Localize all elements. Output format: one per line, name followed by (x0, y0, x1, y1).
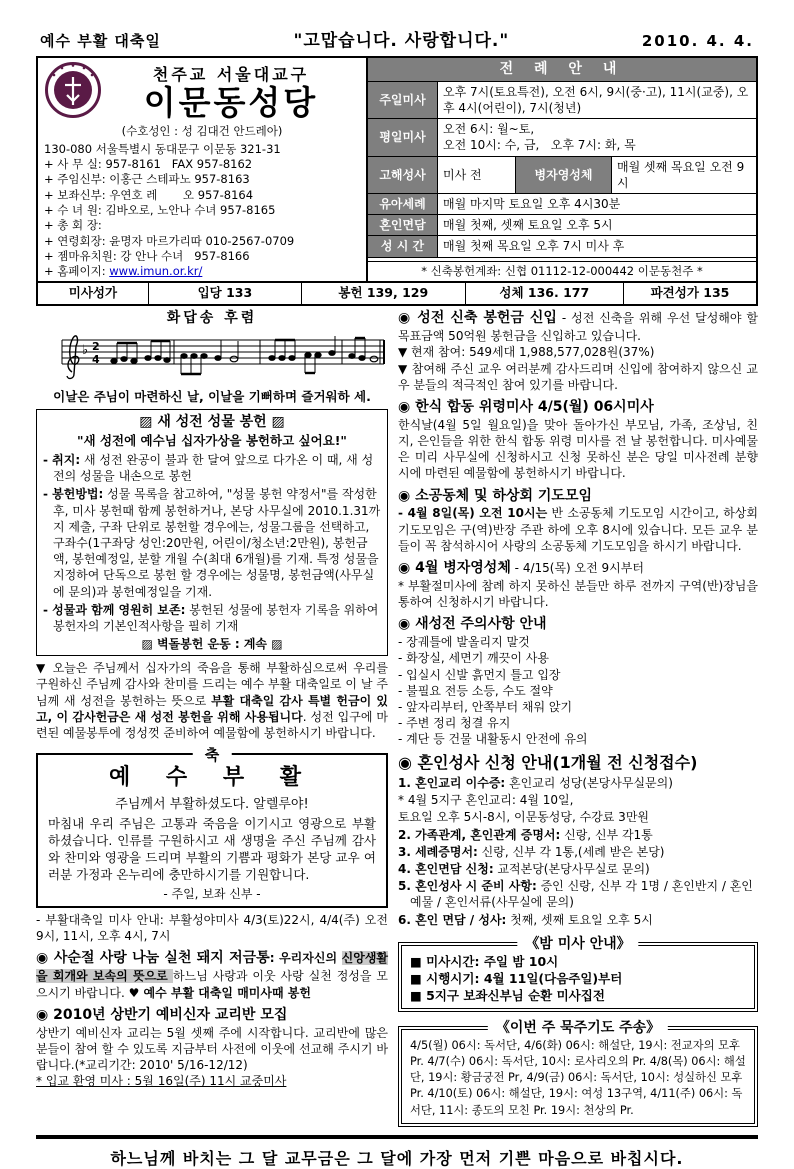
easter-title: 예 수 부 활 (109, 765, 315, 791)
sacred-goods-title: ▨ 새 성전 성물 봉헌 ▨ (139, 414, 285, 431)
feast-title: 예수 부활 대축일 (40, 32, 161, 50)
parish-name: 이문동성당 (143, 82, 319, 122)
liturgy-row-sunday: 주일미사 오후 7시(토요특전), 오전 6시, 9시(중·고), 11시(교중), 오후 4시(어린이), 7시(청년) (368, 82, 756, 119)
hansik-body: 한식날(4월 5일 월요일)을 맞아 돌아가신 부모님, 가족, 조상님, 친지, 은인들을 위한 한식 합동 위령 미사를 전 날 봉헌합니다. 미사예물은 미리 사무실에 신청하시고 신청 못하신 분은 당일 미사전례 분향 시에 마련된 예물함에 봉헌하시기 바랍니다. (398, 417, 758, 481)
header-boxes (36, 56, 758, 283)
catechumen-title: ◉ 2010년 상반기 예비신자 교리반 모집 (36, 1006, 288, 1023)
sick-communion-section: ◉ 4월 병자영성체 - 4/15(목) 오전 9시부터 * 부활절미사에 참례 하지 못하신 분들만 하루 전까지 구역(반)장님을 통하여 신청하시기 바랍니다. (398, 560, 758, 610)
parish-address: 130-080 서울특별시 동대문구 이문동 321-31 (44, 141, 281, 156)
liturgy-schedule-box (368, 58, 756, 281)
hansik-mass-section (398, 398, 758, 482)
homepage-label: + 홈페이지: (44, 264, 106, 279)
easter-greeting-box (36, 746, 388, 908)
contact-funeral: + 연령회장: 윤명자 마르가리따 010-2567-0709 (44, 233, 295, 248)
liturgy-row-marriage: 혼인면담 매월 첫째, 셋째 토요일 오후 5시 (368, 215, 756, 236)
marriage-item: * 4월 5지구 혼인교리: 4월 10일, (398, 793, 574, 808)
rules-title: ◉ 새성전 주의사항 안내 (398, 616, 547, 633)
hymn-offertory: 봉헌 139, 129 (302, 283, 466, 304)
hansik-title: ◉ 한식 합동 위령미사 4/5(월) 06시미사 (398, 398, 654, 415)
construction-fund-section: ◉ 성전 신축 봉헌금 신입 - 성전 신축을 위해 우선 달성해야 할 목표금액 50억원 봉헌금을 신입하고 있습니다. ▼ 현재 참여: 549세대 1,988,577,028원(37%) ▼ 참여해 주신 교우 여러분께 감사드리며 신입에 참여하지 않으신 교우 분들의 적극적인 참여 있기를 바랍니다. (398, 310, 758, 392)
brick-offering-note: ▨ 벽돌봉헌 운동 : 계속 ▨ (141, 637, 283, 652)
hymn-entrance: 입당 133 (149, 283, 302, 304)
contact-assistant: + 보좌신부: 우연호 레 오 957-8164 (44, 187, 254, 202)
night-mass-item: ■ 5지구 보좌신부님 순환 미사집전 (410, 987, 605, 1003)
easter-offering-paragraph: ▼ 오늘은 주님께서 십자가의 죽음을 통해 부활하심으로써 우리를 구원하신 주님께 감사와 찬미를 드리는 예수 부활 대축일로 이 날 주님께 새 성전을 봉헌하는 뜻으로 부활 대축일 감사 특별 헌금이 있고, 이 감사헌금은 새 성전 봉헌을 위해 사용됩니다. 성전 입구에 마련된 예물봉투에 정성껏 준비하여 예물함에 봉헌하시기 바랍니다. (36, 661, 388, 740)
parish-logo (44, 61, 102, 123)
svg-text:♭: ♭ (82, 343, 89, 359)
easter-badge: 축 (193, 745, 232, 765)
homepage-link[interactable]: www.imun.or.kr/ (109, 264, 203, 279)
contact-president: + 총 회 장: (44, 218, 102, 233)
contact-kindergarten: + 젬마유치원: 강 안나 수녀 957-8166 (44, 248, 250, 263)
marriage-item: 토요일 오후 5시-8시, 이문동성당, 수강료 3만원 (398, 810, 650, 825)
top-header (36, 30, 758, 56)
night-mass-title: 《밤 미사 안내》 (517, 935, 638, 954)
liturgy-row-baptism: 유아세례 매월 마지막 토요일 오후 4시30분 (368, 194, 756, 215)
liturgy-title: 전 례 안 내 (368, 58, 756, 82)
svg-text:2: 2 (92, 340, 100, 354)
welcome-mass-note: * 입교 환영 미사 : 5월 16일(주) 11시 교중미사 (36, 1074, 287, 1089)
catechumen-body: 상반기 예비신자 교리는 5월 셋째 주에 시작합니다. 교리반에 많은 분들이 참여 할 수 있도록 지금부터 사전에 이웃에 선교해 주시기 바랍니다.(*교리기간: 2010' 5/16-12/12) (36, 1025, 388, 1073)
sacred-goods-item: - 봉헌방법: 성물 목록을 참고하여, "성물 봉헌 약정서"를 작성한 후, 미사 봉헌때 함께 봉헌하거나, 본당 사무실에 2010.1.31까지 제출, 구좌 단위로 봉헌할 경우에는, 성물그룹을 선택하고, 구좌수(1구좌당 성인:20만원, 어린이/청소년:2만원), 봉헌금액, 봉헌예정일, 분할 개월 수(최대 6개월)를 기재. 특정 성물을 지정하여 단독으로 봉헌 할 경우에는 성물명, 봉헌금액(사무실에 문의)과 봉헌예정일을 기재. (43, 487, 381, 599)
sacred-goods-item: - 취지: 새 성전 완공이 불과 한 달여 앞으로 다가온 이 때, 새 성전의 성물을 내손으로 봉헌 (43, 453, 374, 484)
marriage-section (398, 752, 758, 927)
marriage-item: 4. 혼인면담 신청: 교적본당(본당사무실로 문의) (398, 862, 650, 877)
building-account: * 신축봉헌계좌: 신협 01112-12-000442 이문동천주 * (368, 261, 756, 282)
night-mass-box (398, 935, 758, 1013)
rule-item: - 불필요 전등 소등, 수도 절약 (398, 683, 553, 698)
header-date: 2010. 4. 4. (641, 32, 754, 50)
responsorial-title: 화답송 후렴 (166, 310, 258, 327)
construction-thanks: ▼ 참여해 주신 교우 여러분께 감사드리며 신입에 참여하지 않으신 교우 분들의 적극적인 참여 있기를 바랍니다. (398, 361, 758, 392)
contact-office: + 사 무 실: 957-8161 FAX 957-8162 (44, 157, 253, 172)
contact-convent: + 수 녀 원: 김바오로, 노안나 수녀 957-8165 (44, 203, 276, 217)
responsorial-lyrics: 이날은 주님이 마련하신 날, 이날을 기뻐하며 즐거워하 세. (53, 389, 371, 405)
rule-item: - 앞자리부터, 안쪽부터 채워 앉기 (398, 699, 573, 714)
rule-item: - 주변 정리 청결 유지 (398, 716, 511, 731)
hymn-header: 미사성가 (38, 283, 149, 304)
easter-signature: - 주일, 보좌 신부 - (163, 886, 261, 901)
liturgy-row-confession: 고해성사 미사 전 병자영성체 매월 셋째 목요일 오전 9시 (368, 157, 756, 194)
rule-item: - 계단 등 건물 내활동시 안전에 유의 (398, 732, 588, 747)
sacred-goods-item: - 성물과 함께 영원히 보존: 봉헌된 성물에 봉헌자 기록을 위하여 봉헌자의 기본인적사항을 필히 기재 (43, 602, 379, 633)
diocese-name: 천주교 서울대교구 (152, 64, 310, 84)
easter-alleluia: 주님께서 부활하셨도다. 알렐루야! (115, 796, 309, 812)
rosary-title: 《이번 주 묵주기도 주송》 (488, 1019, 668, 1038)
rule-item: - 화장실, 세면기 깨끗이 사용 (398, 651, 549, 666)
marriage-item: 5. 혼인성사 시 준비 사항: 증인 신랑, 신부 각 1명 / 혼인반지 / 혼인예물 / 혼인서류(사무실에 문의) (398, 879, 753, 910)
easter-mass-schedule: - 부활대축일 미사 안내: 부활성야미사 4/3(토)22시, 4/4(주) 오전 9시, 11시, 오후 4시, 7시 (36, 913, 388, 944)
left-column (36, 309, 388, 1126)
marriage-item: 6. 혼인 면담 / 성사: 첫째, 셋째 토요일 오후 5시 (398, 912, 653, 927)
patron-saint: (수호성인 : 성 김대건 안드레아) (121, 124, 283, 139)
liturgy-row-weekday: 평일미사 오전 6시: 월~토, 오전 10시: 수, 금, 오후 7시: 화, 목 (368, 119, 756, 156)
parish-info-box (38, 58, 368, 281)
rule-item: - 입실시 신발 흙먼지 틀고 입장 (398, 667, 561, 682)
marriage-item: 2. 가족관계, 혼인관계 증명서: 신랑, 신부 각1통 (398, 827, 653, 842)
rule-item: - 장궤틀에 발올리지 말것 (398, 635, 530, 650)
hymn-recessional: 파견성가 135 (650, 285, 730, 301)
marriage-item: 1. 혼인교리 이수증: 혼인교리 성당(본당사무실문의) (398, 776, 673, 791)
marriage-title: ◉ 혼인성사 신청 안내(1개월 전 신청접수) (398, 753, 698, 773)
rosary-schedule-box (398, 1020, 758, 1126)
night-mass-item: ■ 미사시간: 주일 밤 10시 (410, 953, 559, 969)
small-community-title: ◉ 소공동체 및 하상회 기도모임 (398, 487, 592, 504)
rosary-schedule: 4/5(월) 06시: 독서단, 4/6(화) 06시: 해설단, 19시: 전교자의 모후 Pr. 4/7(수) 06시: 독서단, 10시: 로사리오의 Pr. 4/8(목) 06시: 해설단, 19시: 황금궁전 Pr, 4/9(금) 06시: 독서단, 10시: 성실하신 모후 Pr. 4/10(토) 06시: 해설단, 19시: 여성 13구역, 4/11(주) 06시: 독서단, 11시: 종도의 모친 Pr. 19시: 천상의 Pr. (410, 1039, 746, 1117)
treble-clef (67, 336, 79, 379)
marriage-item: 3. 세례증명서: 신랑, 신부 각 1통,(세례 받은 본당) (398, 844, 665, 859)
header-motto: "고맙습니다. 사랑합니다." (293, 31, 510, 51)
church-rules-section (398, 615, 758, 747)
contact-pastor: + 주임신부: 이홍근 스테파노 957-8163 (44, 172, 250, 187)
right-column (398, 309, 758, 1126)
easter-message: 마침내 우리 주님은 고통과 죽음을 이기시고 영광으로 부활 하셨습니다. 인류를 구원하시고 새 생명을 주신 주님께 감사와 찬미와 영광을 드리며 부활의 기쁨과 평화가 본당 교우 여러분 가정과 온누리에 충만하시기를 기원합니다. (48, 816, 376, 883)
small-community-section: ◉ 소공동체 및 하상회 기도모임 - 4월 8일(목) 오전 10시는 반 소공동체 기도모임 시간이고, 하상회 기도모임은 구(역)반장 주관 하에 오후 8시에 있습니다. 모든 교우 분들이 꼭 참석하시어 사랑의 소공동체 기도모임을 하시기 바랍니다. (398, 487, 758, 553)
sick-communion-note: * 부활절미사에 참례 하지 못하신 분들만 하루 전까지 구역(반)장님을 통하여 신청하시기 바랍니다. (398, 578, 758, 610)
svg-text:4: 4 (92, 353, 100, 367)
music-staff (36, 328, 388, 388)
hymn-number-row (36, 283, 758, 306)
piggy-bank-section: ◉ 사순절 사랑 나눔 실천 돼지 저금통: 우리자신의 신앙생활을 회개와 보속의 뜻으로 하느님 사랑과 이웃 사랑 실천 정성을 모으시기 바랍니다. ♥ 예수 부활 대축일 매미사때 봉헌 (36, 950, 389, 1000)
construction-current: ▼ 현재 참여: 549세대 1,988,577,028원(37%) (398, 345, 655, 360)
hymn-communion: 성체 136. 177 (466, 283, 624, 304)
liturgy-row-holyhour: 성 시 간 매월 첫째 목요일 오후 7시 미사 후 (368, 236, 756, 257)
sacred-goods-subtitle: "새 성전에 예수님 십자가상을 봉헌하고 싶어요!" (77, 433, 347, 449)
night-mass-item: ■ 시행시기: 4월 11일(다음주일)부터 (410, 970, 623, 986)
sacred-goods-box (36, 409, 388, 656)
catechumen-section (36, 1006, 388, 1090)
footer-message: 하느님께 바치는 그 달 교무금은 그 달에 가장 먼저 기쁜 마음으로 바칩시다. (36, 1135, 758, 1169)
